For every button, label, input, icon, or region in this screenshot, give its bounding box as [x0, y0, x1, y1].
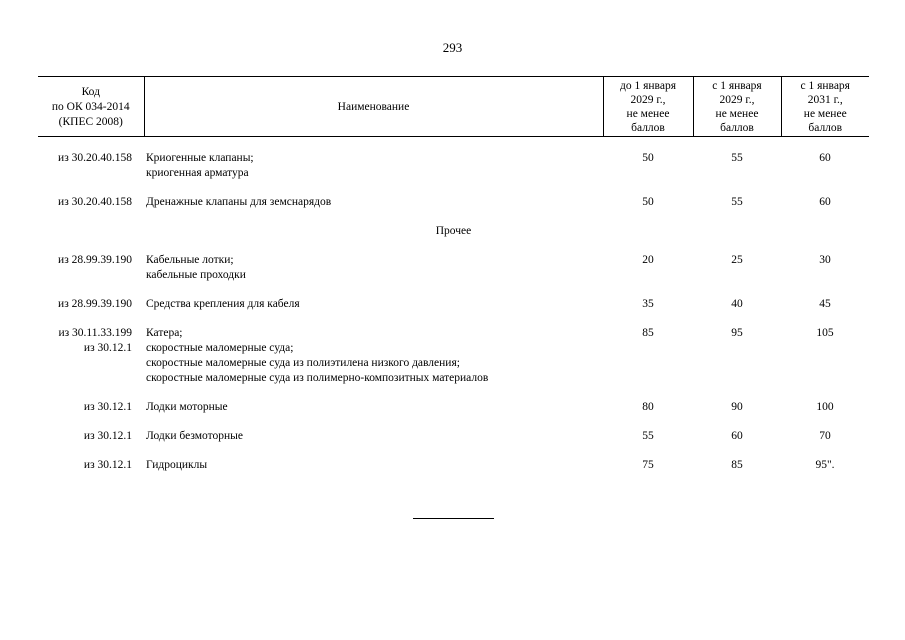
header-until-2029: до 1 января 2029 г., не менее баллов: [603, 77, 693, 137]
table-row: [38, 195, 869, 210]
row-value-until-2029: 55: [642, 430, 654, 442]
row-value-from-2031: 95".: [815, 459, 835, 471]
row-value-from-2029: 55: [731, 152, 743, 164]
page-number: 293: [442, 40, 463, 55]
row-code: из 30.20.40.158: [58, 152, 132, 164]
row-name: Лодки безмоторные: [146, 430, 243, 442]
row-name: Кабельные лотки; кабельные проходки: [146, 254, 246, 281]
table-row: [38, 326, 869, 386]
row-value-from-2031: 100: [816, 401, 834, 413]
row-value-from-2031: 45: [819, 298, 831, 310]
row-value-from-2029: 25: [731, 254, 743, 266]
footer-divider: [413, 518, 494, 519]
row-value-from-2031: 30: [819, 254, 831, 266]
row-value-from-2029: 40: [731, 298, 743, 310]
row-code: из 28.99.39.190: [58, 298, 132, 310]
row-value-from-2031: 105: [816, 327, 834, 339]
table-row: [38, 253, 869, 283]
row-value-until-2029: 75: [642, 459, 654, 471]
table-row: [38, 297, 869, 312]
row-value-from-2031: 60: [819, 152, 831, 164]
row-name: Катера; скоростные маломерные суда; скоростные маломерные суда из полиэтилена низкого давления; скоростные маломерные суда из полимерно-композитных материалов: [146, 327, 489, 384]
row-code: из 30.11.33.199 из 30.12.1: [58, 327, 132, 354]
row-name: Криогенные клапаны; криогенная арматура: [146, 152, 254, 179]
row-value-until-2029: 80: [642, 401, 654, 413]
row-value-from-2029: 90: [731, 401, 743, 413]
row-value-from-2029: 95: [731, 327, 743, 339]
row-value-from-2029: 85: [731, 459, 743, 471]
header-code: Код по ОК 034-2014 (КПЕС 2008): [38, 77, 144, 137]
classification-table: [38, 76, 869, 473]
row-value-from-2029: 55: [731, 196, 743, 208]
table-row: [38, 151, 869, 181]
row-code: из 30.12.1: [83, 459, 132, 471]
row-name: Дренажные клапаны для земснарядов: [146, 196, 332, 208]
row-value-until-2029: 85: [642, 327, 654, 339]
row-value-until-2029: 35: [642, 298, 654, 310]
header-from-2031: с 1 января 2031 г., не менее баллов: [781, 77, 869, 137]
row-value-from-2031: 70: [819, 430, 831, 442]
row-code: из 30.12.1: [83, 430, 132, 442]
row-name: Средства крепления для кабеля: [146, 298, 300, 310]
row-value-from-2031: 60: [819, 196, 831, 208]
section-title: Прочее: [435, 225, 472, 237]
section-row: [38, 224, 869, 239]
row-value-from-2029: 60: [731, 430, 743, 442]
row-name: Гидроциклы: [146, 459, 208, 471]
row-code: из 30.12.1: [83, 401, 132, 413]
row-value-until-2029: 20: [642, 254, 654, 266]
table-row: [38, 429, 869, 444]
row-code: из 28.99.39.190: [58, 254, 132, 266]
header-from-2029: с 1 января 2029 г., не менее баллов: [693, 77, 781, 137]
row-name: Лодки моторные: [146, 401, 228, 413]
row-value-until-2029: 50: [642, 196, 654, 208]
row-code: из 30.20.40.158: [58, 196, 132, 208]
table-row: [38, 458, 869, 473]
header-name: Наименование: [144, 77, 603, 137]
table-row: [38, 400, 869, 415]
row-value-until-2029: 50: [642, 152, 654, 164]
table-header-row: [38, 77, 869, 137]
